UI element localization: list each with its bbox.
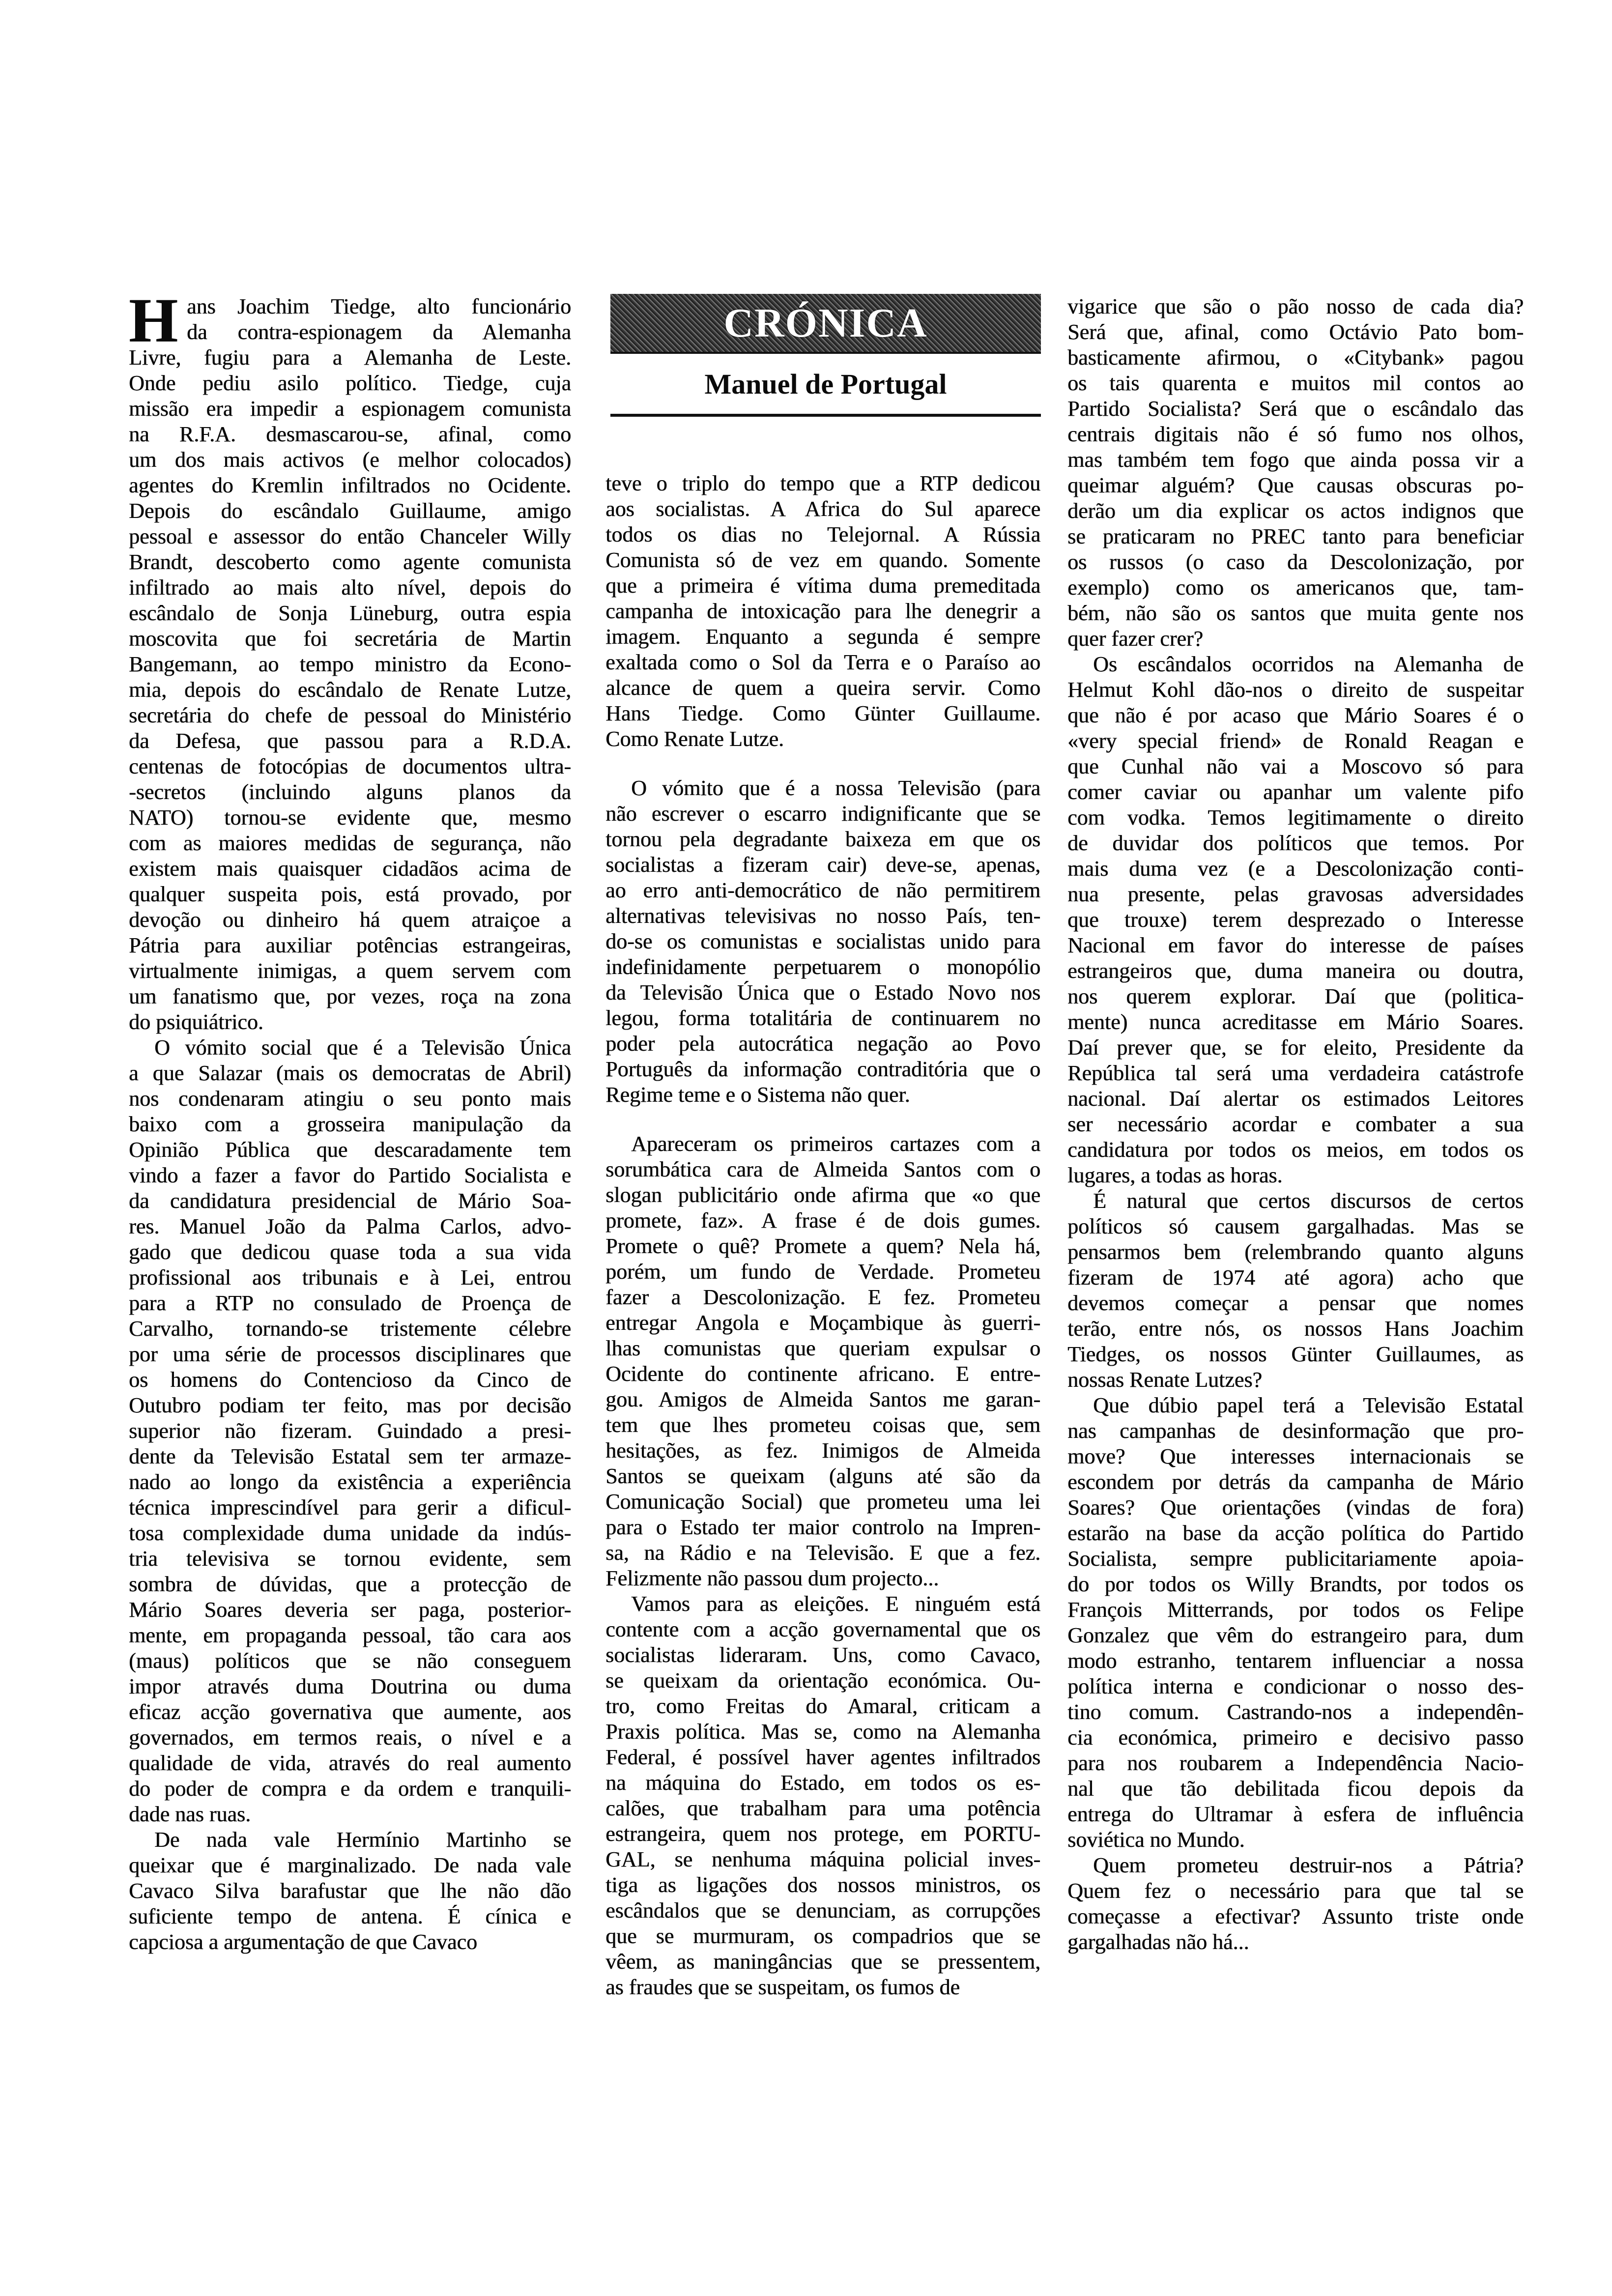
text-line: nacional. Daí alertar os estimados Leitores (1067, 1087, 1524, 1111)
text-line: para a RTP no consulado de Proença de (129, 1291, 571, 1315)
text-line: Regime teme e o Sistema não quer. (605, 1083, 910, 1107)
text-line: sorumbática cara de Almeida Santos com o (605, 1157, 1040, 1181)
text-line: Mário Soares deveria ser paga, posterior- (129, 1598, 571, 1622)
text-line: do por todos os Willy Brandts, por todos os (1067, 1572, 1524, 1596)
text-line: da contra-espionagem da Alemanha (187, 320, 571, 344)
text-line: indefinidamente perpetuarem o monopólio (605, 955, 1040, 979)
text-line: socialistas lideraram. Uns, como Cavaco, (605, 1643, 1040, 1667)
text-line: mente) nunca acreditasse em Mário Soares. (1067, 1010, 1524, 1034)
text-line: comer caviar ou apanhar um valente pifo (1067, 780, 1524, 804)
text-line: a que Salazar (mais os democratas de Abril) (129, 1061, 571, 1085)
author-byline: Manuel de Portugal (704, 368, 947, 400)
text-line: Partido Socialista? Será que o escândalo das (1067, 397, 1524, 421)
paragraph (129, 1035, 571, 1827)
paragraph (1067, 652, 1524, 1188)
text-line: NATO) tornou-se evidente que, mesmo (129, 805, 571, 830)
text-line: nado ao longo da existência a experiência (129, 1470, 571, 1494)
text-line: sa, na Rádio e na Televisão. E que a fez. (605, 1541, 1040, 1565)
text-line: estrangeira, quem nos protege, em PORTU- (605, 1822, 1040, 1846)
text-line: dente da Televisão Estatal sem ter armaze- (129, 1444, 571, 1468)
text-line: Onde pediu asilo político. Tiedge, cuja (129, 371, 571, 395)
text-line: Helmut Kohl dão-nos o direito de suspeitar (1067, 678, 1524, 702)
text-line: fazer a Descolonização. E fez. Prometeu (605, 1285, 1040, 1309)
text-line: Livre, fugiu para a Alemanha de Leste. (129, 345, 571, 370)
text-line: François Mitterrands, por todos os Felipe (1067, 1598, 1524, 1622)
text-line: secretária do chefe de pessoal do Ministério (129, 703, 571, 727)
text-line: fizeram de 1974 até agora) acho que (1067, 1265, 1524, 1290)
text-line: nos querem explorar. Daí que (politica- (1067, 984, 1524, 1008)
text-line: suficiente tempo de antena. É cínica e (129, 1904, 571, 1928)
text-line: teve o triplo do tempo que a RTP dedicou (605, 471, 1040, 495)
text-line: gado que dedicou quase toda a sua vida (129, 1240, 571, 1264)
text-line: existem mais quaisquer cidadãos acima de (129, 857, 571, 881)
text-line: mais duma vez (e a Descolonização conti- (1067, 857, 1524, 881)
text-line: exemplo) como os americanos que, tam- (1067, 575, 1524, 600)
paragraph (1067, 1853, 1524, 1955)
text-line: terão, entre nós, os nossos Hans Joachim (1067, 1317, 1524, 1341)
text-line: eficaz acção governativa que aumente, aos (129, 1700, 571, 1724)
text-line: os tais quarenta e muitos mil contos ao (1067, 371, 1524, 395)
text-line: -secretos (incluindo alguns planos da (129, 780, 571, 804)
text-line: mas também tem fogo que ainda possa vir a (1067, 448, 1524, 472)
text-line: queixar que é marginalizado. De nada vale (129, 1853, 571, 1877)
text-line: da Defesa, que passou para a R.D.A. (129, 729, 571, 753)
text-line: gargalhadas não há... (1067, 1930, 1249, 1954)
text-line: imagem. Enquanto a segunda é sempre (605, 625, 1040, 649)
paragraph (129, 1827, 571, 1955)
text-line: Carvalho, tornando-se tristemente célebre (129, 1317, 571, 1341)
text-line: alternativas televisivas no nosso País, ten- (605, 904, 1040, 928)
text-line: que não é por acaso que Mário Soares é o (1067, 703, 1524, 727)
paragraph (605, 775, 1040, 1108)
paragraph (1067, 1188, 1524, 1393)
text-line: gou. Amigos de Almeida Santos me garan- (605, 1387, 1040, 1411)
text-line: missão era impedir a espionagem comunista (129, 397, 571, 421)
article-column-2 (605, 471, 1040, 2000)
text-line: do-se os comunistas e socialistas unido para (605, 929, 1040, 953)
text-line: que se murmuram, os compadrios que se (605, 1924, 1040, 1948)
text-line: Opinião Pública que descaradamente tem (129, 1138, 571, 1162)
text-line: ao erro anti-democrático de não permitirem (605, 878, 1040, 902)
text-line: exaltada como o Sol da Terra e o Paraíso ao (605, 650, 1040, 674)
text-line: dade nas ruas. (129, 1802, 251, 1826)
text-line: profissional aos tribunais e à Lei, entrou (129, 1265, 571, 1290)
text-line: escândalos que se denunciam, as corrupções (605, 1898, 1040, 1923)
text-line: agentes do Kremlin infiltrados no Ocidente. (129, 473, 571, 497)
text-line: sombra de dúvidas, que a protecção de (129, 1572, 571, 1596)
text-line: Comunicação Social) que prometeu uma lei (605, 1490, 1040, 1514)
text-line: Como Renate Lutze. (605, 727, 784, 751)
text-line: ans Joachim Tiedge, alto funcionário (187, 294, 571, 318)
text-line: da Televisão Única que o Estado Novo nos (605, 980, 1040, 1004)
text-line: contente com a acção governamental que os (605, 1617, 1040, 1641)
text-line: moscovita que foi secretária de Martin (129, 627, 571, 651)
section-banner (610, 294, 1041, 354)
text-line: Promete o quê? Promete a quem? Nela há, (605, 1234, 1040, 1258)
text-line: mente, em propaganda pessoal, tão cara aos (129, 1623, 571, 1647)
text-line: por uma série de processos disciplinares que (129, 1342, 571, 1366)
text-line: na R.F.A. desmascarou-se, afinal, como (129, 422, 571, 446)
text-line: políticos só causem gargalhadas. Mas se (1067, 1214, 1524, 1238)
text-line: centenas de fotocópias de documentos ultra- (129, 754, 571, 778)
text-line: entregar Angola e Moçambique às guerri- (605, 1311, 1040, 1335)
text-line: de duvidar dos políticos que temos. Por (1067, 831, 1524, 855)
text-line: Português da informação contraditória que o (605, 1057, 1040, 1081)
text-line: os homens do Contencioso da Cinco de (129, 1368, 571, 1392)
text-line: para o Estado ter maior controlo na Impren- (605, 1515, 1040, 1539)
text-line: pensarmos bem (relembrando quanto alguns (1067, 1240, 1524, 1264)
text-line: política interna e condicionar o nosso des- (1067, 1674, 1524, 1698)
text-line: qualidade de vida, através do real aumento (129, 1751, 571, 1775)
article-column-1 (129, 286, 571, 1955)
text-line: bém, não são os santos que muita gente nos (1067, 601, 1524, 625)
text-line: um dos mais activos (e melhor colocados) (129, 448, 571, 472)
text-line: nua presente, pelas gravosas adversidades (1067, 882, 1524, 906)
text-line: Os escândalos ocorridos na Alemanha de (1093, 652, 1524, 676)
text-line: começasse a efectivar? Assunto triste onde (1067, 1904, 1524, 1928)
text-line: um fanatismo que, por vezes, roça na zona (129, 984, 571, 1008)
text-line: os russos (o caso da Descolonização, por (1067, 550, 1524, 574)
text-line: nas campanhas de desinformação que pro- (1067, 1419, 1524, 1443)
text-line: Será que, afinal, como Octávio Pato bom- (1067, 320, 1524, 344)
text-line: governados, em termos reais, o nível e a (129, 1725, 571, 1750)
text-line: baixo com a grosseira manipulação da (129, 1112, 571, 1136)
text-line: hesitações, as fez. Inimigos de Almeida (605, 1438, 1040, 1463)
text-line: capciosa a argumentação de que Cavaco (129, 1930, 477, 1954)
text-line: Hans Tiedge. Como Günter Guillaume. (605, 701, 1040, 725)
text-line: derão um dia explicar os actos indignos que (1067, 499, 1524, 523)
text-line: basticamente afirmou, o «Citybank» pagou (1067, 345, 1524, 370)
text-line: Daí prever que, se for eleito, Presidente da (1067, 1035, 1524, 1060)
text-line: Gonzalez que vêm do estrangeiro para, dum (1067, 1623, 1524, 1647)
text-line: (maus) políticos que se não conseguem (129, 1649, 571, 1673)
text-line: todos os dias no Telejornal. A Rússia (605, 522, 1040, 546)
text-line: Felizmente não passou dum projecto... (605, 1566, 939, 1590)
paragraph (605, 471, 1040, 752)
text-line: calões, que trabalham para uma potência (605, 1796, 1040, 1820)
text-line: queimar alguém? Que causas obscuras po- (1067, 473, 1524, 497)
paragraph (605, 1131, 1040, 1591)
text-line: Soares? Que orientações (vindas de fora) (1067, 1495, 1524, 1520)
text-line: República tal será uma verdadeira catástrofe (1067, 1061, 1524, 1085)
text-line: devemos começar a pensar que nomes (1067, 1291, 1524, 1315)
text-line: lugares, a todas as horas. (1067, 1163, 1283, 1187)
text-line: estarão na base da acção política do Partido (1067, 1521, 1524, 1545)
text-line: Ocidente do continente africano. E entre- (605, 1362, 1040, 1386)
text-line: qualquer suspeita pois, está provado, por (129, 882, 571, 906)
text-line: cia económica, primeiro e decisivo passo (1067, 1725, 1524, 1750)
text-line: do poder de compra e da ordem e tranquili- (129, 1777, 571, 1801)
text-line: candidatura por todos os meios, em todos os (1067, 1138, 1524, 1162)
text-line: superior não fizeram. Guindado a presi- (129, 1419, 571, 1443)
text-line: O vómito social que é a Televisão Única (154, 1035, 571, 1060)
text-line: Federal, é possível haver agentes infiltrados (605, 1745, 1040, 1769)
text-line: as fraudes que se suspeitam, os fumos de (605, 1975, 960, 1999)
text-line: vigarice que são o pão nosso de cada dia? (1067, 294, 1524, 318)
text-line: Que dúbio papel terá a Televisão Estatal (1093, 1393, 1524, 1417)
text-line: Brandt, descoberto como agente comunista (129, 550, 571, 574)
paragraph (129, 286, 571, 1035)
text-line: Nacional em favor do interesse de países (1067, 933, 1524, 957)
text-line: Comunista só de vez em quando. Somente (605, 548, 1040, 572)
text-line: soviética no Mundo. (1067, 1828, 1245, 1852)
text-line: slogan publicitário onde afirma que «o que (605, 1183, 1040, 1207)
text-line: nal que tão debilitada ficou depois da (1067, 1777, 1524, 1801)
text-line: «very special friend» de Ronald Reagan e (1067, 729, 1524, 753)
text-line: se praticaram no PREC tanto para beneficiar (1067, 524, 1524, 548)
text-line: se queixam da orientação económica. Ou- (605, 1668, 1040, 1693)
text-line: tosa complexidade duma unidade da indús- (129, 1521, 571, 1545)
text-line: Outubro podiam ter feito, mas por decisão (129, 1393, 571, 1417)
text-line: com vodka. Temos legitimamente o direito (1067, 805, 1524, 830)
text-line: quer fazer crer? (1067, 627, 1203, 651)
text-line: Tiedges, os nossos Günter Guillaumes, as (1067, 1342, 1524, 1366)
text-line: tornou pela degradante baixeza em que os (605, 827, 1040, 851)
text-line: tino comum. Castrando-nos a independên- (1067, 1700, 1524, 1724)
text-line: tria televisiva se tornou evidente, sem (129, 1547, 571, 1571)
text-line: porém, um fundo de Verdade. Prometeu (605, 1260, 1040, 1284)
text-line: poder pela autocrática negação ao Povo (605, 1032, 1040, 1056)
paragraph (1067, 294, 1524, 652)
text-line: que Cunhal não vai a Moscovo só para (1067, 754, 1524, 778)
text-line: move? Que interesses internacionais se (1067, 1444, 1524, 1468)
text-line: entrega do Ultramar à esfera de influência (1067, 1802, 1524, 1826)
text-line: devoção ou dinheiro há quem atraiçoe a (129, 908, 571, 932)
text-line: com as maiores medidas de segurança, não (129, 831, 571, 855)
paragraph (1067, 1393, 1524, 1853)
text-line: Cavaco Silva barafustar que lhe não dão (129, 1879, 571, 1903)
text-line: Santos se queixam (alguns até são da (605, 1464, 1040, 1488)
text-line: Bangemann, ao tempo ministro da Econo- (129, 652, 571, 676)
text-line: estrangeiros que, duma maneira ou doutra, (1067, 959, 1524, 983)
text-line: para nos roubarem a Independência Nacio- (1067, 1751, 1524, 1775)
text-line: De nada vale Hermínio Martinho se (154, 1828, 571, 1852)
text-line: Depois do escândalo Guillaume, amigo (129, 499, 571, 523)
text-line: socialistas a fizeram cair) deve-se, apenas, (605, 853, 1040, 877)
text-line: vêem, as maningâncias que se pressentem, (605, 1950, 1040, 1974)
text-line: GAL, se nenhuma máquina policial inves- (605, 1847, 1040, 1871)
text-line: Quem prometeu destruir-nos a Pátria? (1093, 1853, 1524, 1877)
text-line: técnica imprescindível para gerir a dificul- (129, 1495, 571, 1520)
section-title: CRÓNICA (723, 300, 928, 346)
text-line: Socialista, sempre publicitariamente apoia- (1067, 1547, 1524, 1571)
text-line: não escrever o escarro indignificante que se (605, 802, 1040, 826)
text-line: alcance de quem a queira servir. Como (605, 676, 1040, 700)
text-line: impor através duma Doutrina ou duma (129, 1674, 571, 1698)
text-line: Apareceram os primeiros cartazes com a (631, 1132, 1040, 1156)
text-line: campanha de intoxicação para lhe denegrir a (605, 599, 1040, 623)
paragraph (605, 1591, 1040, 2000)
byline-rule (610, 414, 1041, 417)
text-line: da candidatura presidencial de Mário Soa- (129, 1189, 571, 1213)
text-line: Quem fez o necessário para que tal se (1067, 1879, 1524, 1903)
text-line: tem que lhes prometeu coisas que, sem (605, 1413, 1040, 1437)
text-line: virtualmente inimigas, a quem servem com (129, 959, 571, 983)
text-line: infiltrado ao mais alto nível, depois do (129, 575, 571, 600)
text-line: O vómito que é a nossa Televisão (para (631, 776, 1040, 800)
text-line: res. Manuel João da Palma Carlos, advo- (129, 1214, 571, 1238)
text-line: nossas Renate Lutzes? (1067, 1368, 1262, 1392)
text-line: É natural que certos discursos de certos (1093, 1189, 1524, 1213)
text-line: ser necessário acordar e combater a sua (1067, 1112, 1524, 1136)
text-line: promete, faz». A frase é de dois gumes. (605, 1208, 1040, 1233)
text-line: lhas comunistas que queriam expulsar o (605, 1336, 1040, 1360)
drop-cap: H (129, 286, 178, 355)
text-line: vindo a fazer a favor do Partido Socialista e (129, 1163, 571, 1187)
text-line: na máquina do Estado, em todos os es- (605, 1771, 1040, 1795)
text-line: tiga as ligações dos nossos ministros, os (605, 1873, 1040, 1897)
text-line: legou, forma totalitária de continuarem no (605, 1006, 1040, 1030)
text-line: Praxis política. Mas se, como na Alemanha (605, 1720, 1040, 1744)
text-line: escândalo de Sonja Lüneburg, outra espia (129, 601, 571, 625)
text-line: nos condenaram atingiu o seu ponto mais (129, 1087, 571, 1111)
text-line: que a primeira é vítima duma premeditada (605, 574, 1040, 598)
text-line: pessoal e assessor do então Chanceler Willy (129, 524, 571, 548)
text-line: que trouxe) terem desprezado o Interesse (1067, 908, 1524, 932)
article-column-3 (1067, 294, 1524, 1955)
text-line: Pátria para auxiliar potências estrangeiras, (129, 933, 571, 957)
text-line: centrais digitais não é só fumo nos olhos, (1067, 422, 1524, 446)
text-line: aos socialistas. A Africa do Sul aparece (605, 497, 1040, 521)
text-line: do psiquiátrico. (129, 1010, 263, 1034)
text-line: escondem por detrás da campanha de Mário (1067, 1470, 1524, 1494)
text-line: mia, depois do escândalo de Renate Lutze, (129, 678, 571, 702)
text-line: modo estranho, tentarem influenciar a nossa (1067, 1649, 1524, 1673)
text-line: Vamos para as eleições. E ninguém está (631, 1592, 1040, 1616)
text-line: tro, como Freitas do Amaral, criticam a (605, 1694, 1040, 1718)
